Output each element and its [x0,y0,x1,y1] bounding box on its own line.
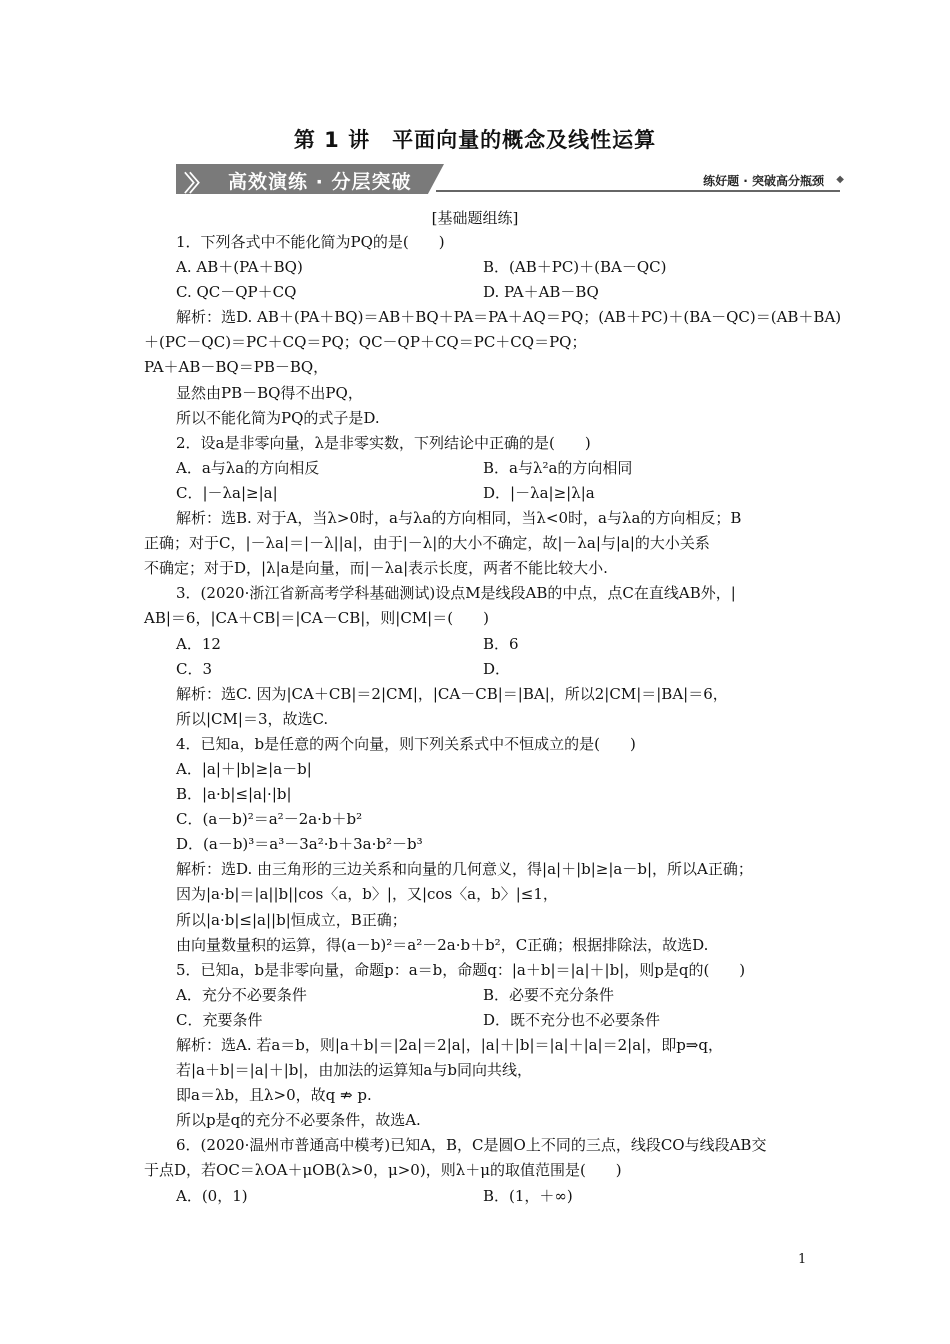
option-text: D. PA＋AB－BQ [483,283,599,302]
option-text: B．(AB＋PC)＋(BA－QC) [483,258,667,277]
text-line: 所以|a·b|≤|a||b|恒成立，B正确； [176,910,407,929]
text-line: 所以p是q的充分不必要条件，故选A. [176,1111,421,1130]
option-row [144,657,808,682]
option-row [144,632,808,657]
text-line: 解析：选D. 由三角形的三边关系和向量的几何意义，得|a|＋|b|≥|a－b|，所以A正确； [176,860,753,879]
text-line: 所以不能化简为PQ的式子是D. [176,408,380,427]
option-row [144,983,808,1008]
section-title: [基础题组练] [431,209,519,227]
text-line: ＋(PC－QC)＝PC＋CQ＝PQ；QC－QP＋CQ＝PC＋CQ＝PQ； [144,333,587,352]
banner-left-text: 高效演练 · 分层突破 [228,171,412,193]
page-number: 1 [798,1252,807,1267]
option-text: D． [483,659,511,678]
text-line: 若|a＋b|＝|a|＋|b|，由加法的运算知a与b同向共线， [176,1061,532,1080]
text-line: 2．设a是非零向量，λ是非零实数，下列结论中正确的是( ) [176,433,591,452]
text-line: 即a＝λb，且λ>0，故q ⇏ p. [176,1086,372,1105]
text-line: B．|a·b|≤|a|·|b| [176,785,292,804]
option-text: C. QC－QP＋CQ [176,283,297,302]
text-line: AB|＝6，|CA＋CB|＝|CA－CB|，则|CM|＝( ) [144,609,489,628]
text-line: 不确定；对于D，|λ|a是向量，而|－λa|表示长度，两者不能比较大小. [144,559,608,578]
option-text: A．充分不必要条件 [176,985,307,1004]
option-text: D．既不充分也不必要条件 [483,1010,661,1029]
option-text: A．a与λa的方向相反 [176,458,320,477]
section-banner [176,164,846,197]
diamond-icon: ◆ [836,174,844,185]
text-line: 由向量数量积的运算，得(a－b)²＝a²－2a·b＋b²，C正确；根据排除法，故选D. [176,935,709,954]
option-text: B．6 [483,634,519,653]
option-text: B．必要不充分条件 [483,985,615,1004]
document-body [144,230,842,1209]
option-text: A．(0，1) [176,1186,248,1205]
option-row [144,1008,808,1033]
text-line: 3．(2020·浙江省新高考学科基础测试)设点M是线段AB的中点，点C在直线AB外，| [176,584,736,603]
option-row [144,255,808,280]
option-row [144,280,808,305]
option-text: A. AB＋(PA＋BQ) [176,258,303,277]
text-line: 正确；对于C，|－λa|＝|－λ||a|，由于|－λ|的大小不确定，故|－λa|与|a|的大小关系 [144,534,710,553]
text-line: C．(a－b)²＝a²－2a·b＋b² [176,810,363,829]
option-row [144,1184,808,1209]
text-line: 解析：选D. AB＋(PA＋BQ)＝AB＋BQ＋PA＝PA＋AQ＝PQ；(AB＋PC)＋(BA－QC)＝(AB＋BA) [176,308,842,327]
text-line: 6．(2020·温州市普通高中模考)已知A，B，C是圆O上不同的三点，线段CO与线段AB交 [176,1136,767,1155]
option-text: D．|－λa|≥|λ|a [483,483,595,502]
text-line: 因为|a·b|＝|a||b||cos〈a，b〉|，又|cos〈a，b〉|≤1， [176,885,558,904]
double-chevron-icon: 〉〉 [184,172,206,197]
banner-rule [436,190,840,192]
option-text: B．(1，＋∞) [483,1186,573,1205]
text-line: 5．已知a，b是非零向量，命题p：a＝b，命题q：|a＋b|＝|a|＋|b|，则p是q的( ) [176,960,746,979]
text-line: 显然由PB－BQ得不出PQ， [176,383,363,402]
option-text: C．充要条件 [176,1010,263,1029]
text-line: 解析：选C. 因为|CA＋CB|＝2|CM|，|CA－CB|＝|BA|，所以2|CM|＝|BA|＝6， [176,684,728,703]
text-line: 1．下列各式中不能化简为PQ的是( ) [176,233,445,251]
option-text: B．a与λ²a的方向相同 [483,458,633,477]
banner-right-text: 练好题 · 突破高分瓶颈 [703,174,824,188]
text-line: PA＋AB－BQ＝PB－BQ， [144,358,329,377]
option-row [144,481,808,506]
option-text: A．12 [176,634,221,653]
text-line: 解析：选A. 若a＝b，则|a＋b|＝|2a|＝2|a|，|a|＋|b|＝|a|＋|a|＝2|a|，即p⇒q， [176,1036,723,1054]
option-text: C．3 [176,659,213,678]
option-text: C．|－λa|≥|a| [176,483,278,502]
text-line: D．(a－b)³＝a³－3a²·b＋3a·b²－b³ [176,835,423,854]
text-line: 所以|CM|＝3，故选C. [176,709,329,728]
text-line: 于点D，若OC＝λOA＋μOB(λ>0，μ>0)，则λ＋μ的取值范围是( ) [144,1161,622,1180]
text-line: 4．已知a，b是任意的两个向量，则下列关系式中不恒成立的是( ) [176,734,636,753]
option-row [144,456,808,481]
text-line: A．|a|＋|b|≥|a－b| [176,759,312,778]
text-line: 解析：选B. 对于A，当λ>0时，a与λa的方向相同，当λ<0时，a与λa的方向相反；B [176,509,742,528]
page-title: 第 1 讲 平面向量的概念及线性运算 [293,128,657,152]
